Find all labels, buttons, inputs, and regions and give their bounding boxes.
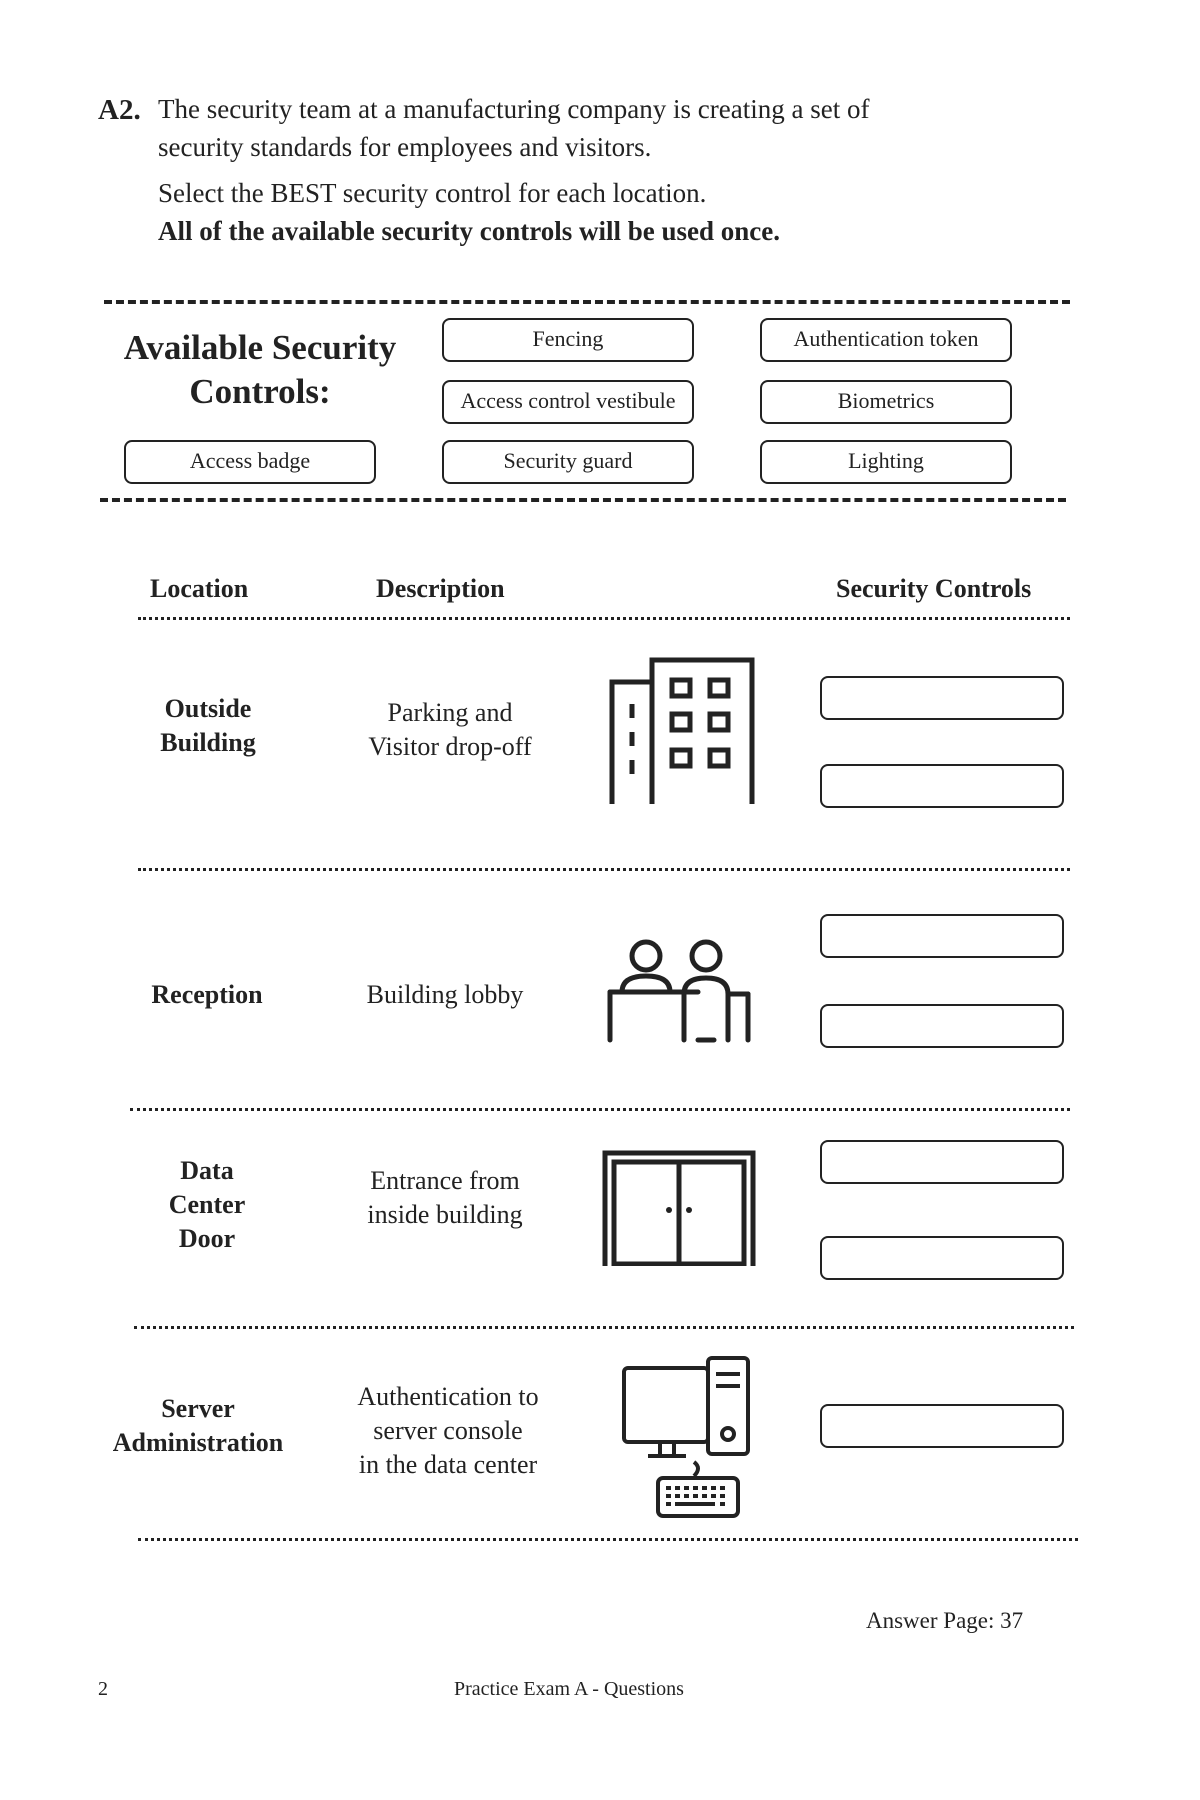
control-chip-lighting[interactable]: Lighting <box>760 440 1012 484</box>
description-line: Parking and <box>387 698 513 727</box>
row-location-reception <box>107 978 307 1012</box>
description-line: inside building <box>367 1200 523 1229</box>
row-location-data-center-door <box>107 1154 307 1256</box>
answer-slot-data-center-door-1[interactable] <box>820 1140 1064 1184</box>
location-line: Outside <box>164 694 252 723</box>
building-icon <box>608 652 758 804</box>
description-line: Entrance from <box>370 1166 520 1195</box>
answer-slot-data-center-door-2[interactable] <box>820 1236 1064 1280</box>
location-line: Center <box>168 1190 246 1219</box>
row-description-server-administration <box>328 1380 568 1482</box>
description-line: in the data center <box>358 1450 538 1479</box>
location-line: Administration <box>112 1428 284 1457</box>
row-divider <box>130 1108 1070 1111</box>
double-door-icon <box>602 1150 756 1266</box>
available-controls-title <box>110 326 410 414</box>
answer-slot-outside-building-1[interactable] <box>820 676 1064 720</box>
location-line: Building <box>160 728 256 757</box>
row-divider <box>134 1326 1074 1329</box>
row-divider <box>138 1538 1078 1541</box>
available-controls-title-line-2: Controls: <box>189 372 331 411</box>
description-line: server console <box>373 1416 523 1445</box>
row-location-server-administration <box>98 1392 298 1460</box>
control-chip-fencing[interactable]: Fencing <box>442 318 694 362</box>
header-location: Location <box>150 574 249 603</box>
page-number: 2 <box>98 1678 108 1700</box>
control-chip-authentication-token[interactable]: Authentication token <box>760 318 1012 362</box>
footer-title: Practice Exam A - Questions <box>454 1678 684 1700</box>
location-line: Data <box>180 1156 234 1185</box>
answer-slot-reception-1[interactable] <box>820 914 1064 958</box>
description-line: Building lobby <box>366 980 524 1009</box>
header-description: Description <box>376 574 505 603</box>
row-location-outside-building <box>108 692 308 760</box>
question-bold-instruction: All of the available security controls will be used once. <box>158 216 780 246</box>
question-number: A2. <box>98 94 141 126</box>
row-divider <box>138 868 1070 871</box>
description-line: Visitor drop-off <box>368 732 532 761</box>
location-line: Server <box>161 1394 235 1423</box>
description-line: Authentication to <box>357 1382 539 1411</box>
available-controls-title-line-1: Available Security <box>123 328 397 367</box>
answer-slot-outside-building-2[interactable] <box>820 764 1064 808</box>
reception-desk-icon <box>606 936 756 1044</box>
row-description-reception <box>325 978 565 1012</box>
question-text-line-2: security standards for employees and visitors. <box>158 132 652 162</box>
row-description-outside-building <box>330 696 570 764</box>
question-text-line-1: The security team at a manufacturing company is creating a set of <box>158 94 870 124</box>
location-line: Reception <box>151 980 263 1009</box>
answer-slot-server-administration-1[interactable] <box>820 1404 1064 1448</box>
control-chip-access-badge[interactable]: Access badge <box>124 440 376 484</box>
header-security-controls: Security Controls <box>836 574 1032 603</box>
controls-top-divider <box>104 300 1070 304</box>
question-instruction: Select the BEST security control for each location. <box>158 178 707 208</box>
row-description-data-center-door <box>325 1164 565 1232</box>
controls-bottom-divider <box>100 498 1066 502</box>
computer-workstation-icon <box>620 1356 754 1518</box>
control-chip-access-control-vestibule[interactable]: Access control vestibule <box>442 380 694 424</box>
answer-page-reference: Answer Page: 37 <box>866 1608 1024 1633</box>
location-line: Door <box>178 1224 236 1253</box>
control-chip-biometrics[interactable]: Biometrics <box>760 380 1012 424</box>
header-divider <box>138 617 1070 620</box>
answer-slot-reception-2[interactable] <box>820 1004 1064 1048</box>
control-chip-security-guard[interactable]: Security guard <box>442 440 694 484</box>
